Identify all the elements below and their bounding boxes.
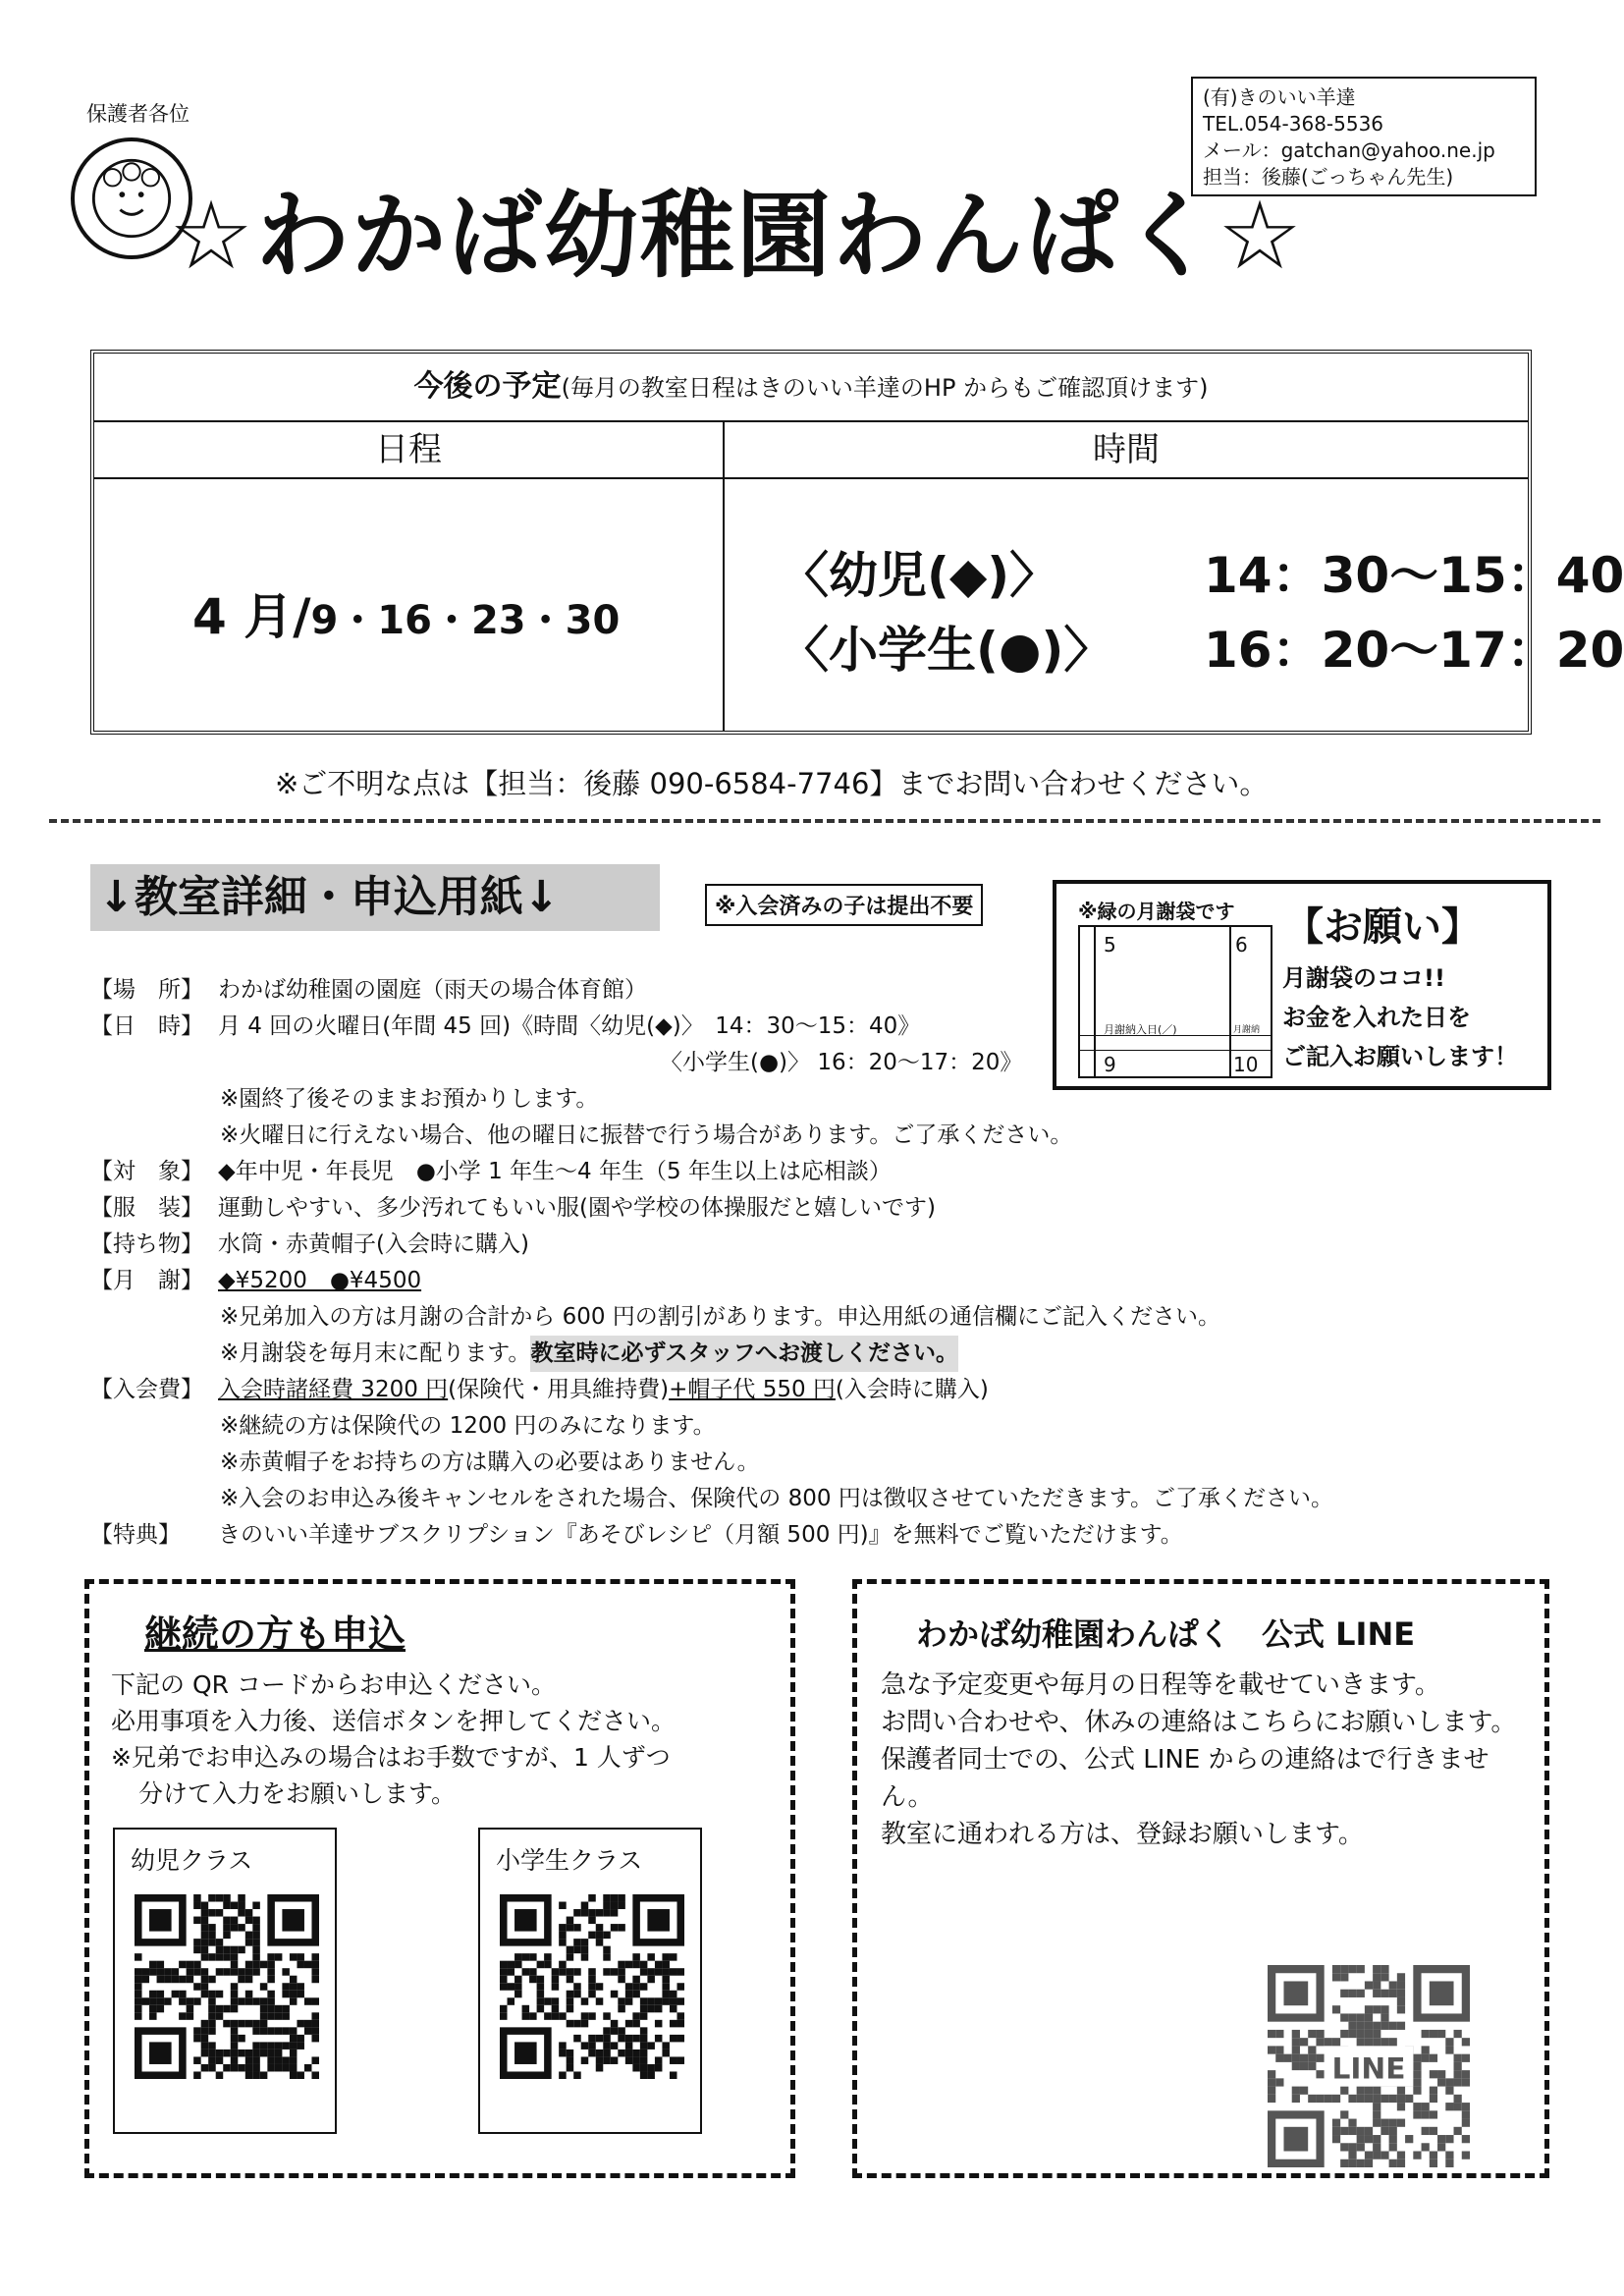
- time-row-time: 16：20～17：20: [1204, 622, 1624, 679]
- line-line: 保護者同士での、公式 LINE からの連絡はで行きません。: [881, 1745, 1489, 1812]
- section-title: ↓教室詳細・申込用紙↓: [90, 864, 660, 931]
- detail-clothes: [90, 1190, 1333, 1227]
- class-details: [90, 972, 1333, 1554]
- detail-value: 月 4 回の火曜日(年間 45 回)《時間〈幼児(◆)〉 14：30～15：40》: [218, 1013, 921, 1039]
- qr-card-kindergarten: [113, 1828, 337, 2134]
- continue-line: ※兄弟でお申込みの場合はお手数ですが、1 人ずつ: [111, 1743, 671, 1772]
- detail-note: [90, 1481, 1333, 1517]
- detail-value: +帽子代 550 円: [669, 1377, 836, 1402]
- request-line: ご記入お願いします！: [1282, 1043, 1518, 1070]
- detail-value: きのいい羊達サブスクリプション『あそびレシピ（月額 500 円)』を無料でご覧いただけます。: [218, 1522, 1183, 1548]
- time-row-label: 〈幼児(◆)〉: [780, 547, 1059, 604]
- detail-label: 【月 謝】: [90, 1268, 203, 1293]
- detail-label: 【持ち物】: [90, 1231, 203, 1257]
- line-line: 急な予定変更や毎月の日程等を載せていきます。: [881, 1670, 1440, 1700]
- detail-perk: [90, 1517, 1333, 1554]
- schedule-heading-note: (毎月の教室日程はきのいい羊達のHP からもご確認頂けます): [561, 374, 1209, 402]
- schedule-date: [192, 577, 620, 648]
- detail-time: [90, 1009, 1333, 1045]
- detail-value: ◆¥5200 ●¥4500: [218, 1268, 422, 1293]
- detail-value: わかば幼稚園の園庭（雨天の場合体育館）: [218, 977, 647, 1003]
- line-title: わかば幼稚園わんぱく 公式 LINE: [916, 1615, 1416, 1653]
- detail-value: (入会時に購入): [835, 1377, 989, 1402]
- page-title: ☆わかば幼稚園わんぱく☆: [169, 181, 1305, 291]
- schedule-heading-title: 今後の予定: [413, 369, 562, 404]
- qr-card-elementary: [478, 1828, 702, 2134]
- detail-note-text: ※園終了後そのままお預かりします。: [220, 1086, 599, 1112]
- detail-value: 水筒・赤黄帽子(入会時に購入): [218, 1231, 529, 1257]
- line-text: [881, 1667, 1533, 1853]
- request-title: 【お願い】: [1284, 904, 1481, 950]
- envelope-cell: 10: [1233, 1053, 1259, 1076]
- envelope-cell: 6: [1235, 933, 1248, 957]
- detail-value: 入会時諸経費 3200 円: [218, 1377, 449, 1402]
- detail-note-text: ※月謝袋を毎月末に配ります。: [220, 1340, 531, 1366]
- detail-place: [90, 972, 1333, 1009]
- contact-box: [1191, 77, 1537, 196]
- member-note: ※入会済みの子は提出不要: [705, 884, 983, 926]
- bag-label: ※緑の月謝袋です: [1078, 900, 1235, 923]
- continue-text: [111, 1667, 788, 1812]
- inquiry-note: ※ご不明な点は【担当：後藤 090-6584-7746】までお問い合わせください。: [275, 767, 1269, 800]
- detail-label: 【場 所】: [90, 977, 203, 1003]
- envelope-cell: 9: [1104, 1053, 1116, 1076]
- detail-value: ◆年中児・年長児 ●小学 1 年生～4 年生（5 年生以上は応相談）: [218, 1159, 892, 1184]
- line-line: 教室に通われる方は、登録お願いします。: [881, 1820, 1364, 1849]
- time-row-time: 14：30～15：40: [1204, 547, 1624, 604]
- request-line: お金を入れた日を: [1282, 1004, 1471, 1031]
- detail-label: 【特典】: [90, 1522, 181, 1548]
- schedule-days: 9・16・23・30: [310, 598, 621, 643]
- time-row-elementary: [780, 611, 1624, 682]
- detail-label: 【入会費】: [90, 1377, 203, 1402]
- continue-line: 分けて入力をお願いします。: [138, 1779, 457, 1808]
- schedule-month: 4 月/: [192, 588, 311, 645]
- addressee: 保護者各位: [86, 102, 189, 126]
- detail-fee: [90, 1263, 1333, 1299]
- line-official-box: [852, 1579, 1549, 2178]
- detail-note: [90, 1299, 1333, 1336]
- continue-title: 継続の方も申込: [144, 1613, 406, 1656]
- detail-label: 【対 象】: [90, 1159, 203, 1184]
- qr-card-label: 幼児クラス: [131, 1846, 253, 1875]
- envelope-cell: 月謝納: [1233, 1025, 1261, 1035]
- contact-staff: 担当：後藤(ごっちゃん先生): [1203, 165, 1454, 189]
- detail-note: [90, 1408, 1333, 1445]
- envelope-cell: 5: [1104, 933, 1116, 957]
- qr-code-elementary-icon[interactable]: [500, 1894, 684, 2079]
- schedule-date-cell: [94, 479, 725, 731]
- line-qr-label: LINE: [1331, 2050, 1406, 2086]
- time-row-label: 〈小学生(●)〉: [780, 622, 1113, 679]
- detail-label: 【日 時】: [90, 1013, 203, 1039]
- line-qr-code-icon[interactable]: [1268, 1965, 1470, 2167]
- detail-note-text: ※継続の方は保険代の 1200 円のみになります。: [220, 1413, 716, 1439]
- line-line: お問い合わせや、休みの連絡はこちらにお願いします。: [881, 1708, 1517, 1737]
- detail-note-text: ※兄弟加入の方は月謝の合計から 600 円の割引があります。申込用紙の通信欄にご記入ください。: [220, 1304, 1220, 1330]
- schedule-table: [90, 350, 1624, 735]
- detail-note-text: ※入会のお申込み後キャンセルをされた場合、保険代の 800 円は徴収させていただきます。ご了承ください。: [220, 1486, 1333, 1511]
- qr-code-kindergarten-icon[interactable]: [135, 1894, 319, 2079]
- contact-mail: メール：gatchan@yahoo.ne.jp: [1203, 138, 1495, 162]
- detail-note: [90, 1081, 1333, 1118]
- request-line: 月謝袋のココ!!: [1282, 964, 1445, 992]
- cut-line-divider: [49, 819, 1600, 823]
- time-row-kindergarten: [780, 536, 1624, 607]
- detail-note-text: ※赤黄帽子をお持ちの方は購入の必要はありません。: [220, 1449, 760, 1475]
- detail-value: 運動しやすい、多少汚れてもいい服(園や学校の体操服だと嬉しいです): [218, 1195, 936, 1221]
- continue-line: 必用事項を入力後、送信ボタンを押してください。: [111, 1707, 677, 1735]
- column-header-date: 日程: [94, 422, 725, 479]
- detail-label: 【服 装】: [90, 1195, 203, 1221]
- detail-entry-fee: [90, 1372, 1333, 1408]
- contact-tel: TEL.054-368-5536: [1203, 112, 1384, 136]
- continue-line: 下記の QR コードからお申込ください。: [111, 1670, 556, 1699]
- detail-note-text: ※火曜日に行えない場合、他の曜日に振替で行う場合があります。ご了承ください。: [220, 1122, 1073, 1148]
- column-header-time: 時間: [725, 422, 1528, 479]
- detail-items: [90, 1227, 1333, 1263]
- detail-value: (保険代・用具維持費): [448, 1377, 670, 1402]
- continue-signup-box: [84, 1579, 795, 2178]
- detail-value: 〈小学生(●)〉 16：20～17：20》: [660, 1050, 1023, 1075]
- detail-time-2: [90, 1045, 1333, 1081]
- schedule-heading: [94, 354, 1528, 422]
- company-name: (有)きのいい羊達: [1203, 85, 1356, 109]
- qr-card-label: 小学生クラス: [496, 1846, 643, 1875]
- detail-note: [90, 1445, 1333, 1481]
- envelope-date-field: 月謝納入日(／): [1104, 1023, 1177, 1036]
- detail-target: [90, 1154, 1333, 1190]
- detail-note-highlight: 教室時に必ずスタッフへお渡しください。: [530, 1336, 958, 1372]
- detail-note: [90, 1336, 1333, 1372]
- detail-note: [90, 1118, 1333, 1154]
